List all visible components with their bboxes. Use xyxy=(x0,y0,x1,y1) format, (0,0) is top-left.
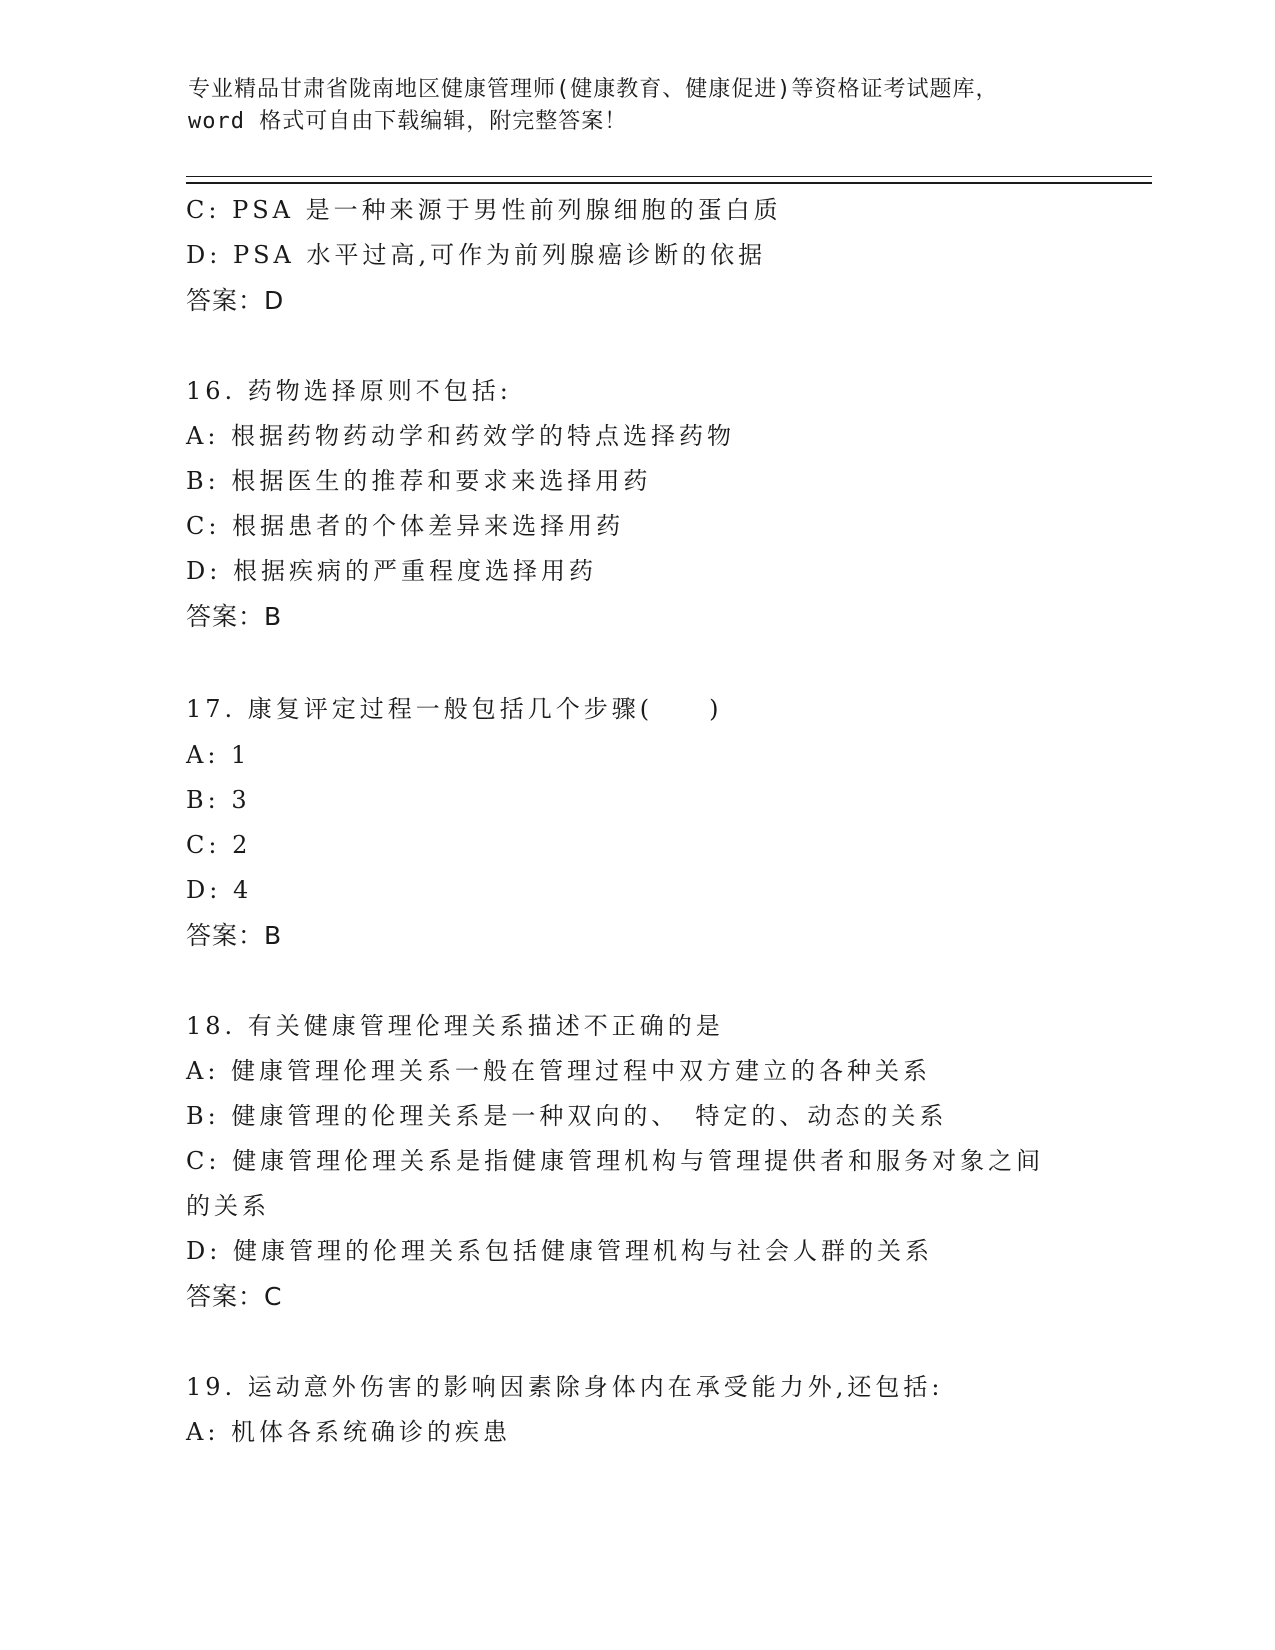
answer-line: 答案：B xyxy=(186,921,283,950)
option-b: B: 健康管理的伦理关系是一种双向的、 特定的、动态的关系 xyxy=(186,1102,948,1130)
option-c: C: 根据患者的个体差异来选择用药 xyxy=(186,512,625,540)
option-c: C: PSA 是一种来源于男性前列腺细胞的蛋白质 xyxy=(186,196,782,224)
spacer xyxy=(186,324,1086,369)
question-15-tail xyxy=(186,188,1086,324)
option-a: A: 机体各系统确诊的疾患 xyxy=(186,1418,512,1446)
answer-line: 答案：C xyxy=(186,1282,283,1311)
answer-line: 答案：D xyxy=(186,286,285,315)
option-d: D: 健康管理的伦理关系包括健康管理机构与社会人群的关系 xyxy=(186,1237,933,1265)
question-stem: 19. 运动意外伤害的影响因素除身体内在承受能力外,还包括: xyxy=(186,1373,944,1401)
question-17 xyxy=(186,685,1086,959)
header-line-2: word 格式可自由下载编辑，附完整答案！ xyxy=(188,109,628,134)
question-stem: 17. 康复评定过程一般包括几个步骤( ) xyxy=(186,695,723,723)
option-c-continued: 的关系 xyxy=(186,1192,270,1220)
option-a: A: 根据药物药动学和药效学的特点选择药物 xyxy=(186,422,736,450)
question-18 xyxy=(186,1004,1086,1320)
question-stem: 16. 药物选择原则不包括: xyxy=(186,377,512,405)
spacer xyxy=(186,1320,1086,1365)
option-d: D: PSA 水平过高,可作为前列腺癌诊断的依据 xyxy=(186,241,767,269)
option-d: D: 4 xyxy=(186,876,253,904)
question-stem: 18. 有关健康管理伦理关系描述不正确的是 xyxy=(186,1012,724,1040)
spacer xyxy=(186,640,1086,685)
answer-line: 答案：B xyxy=(186,602,283,631)
option-a: A: 1 xyxy=(186,741,251,769)
option-b: B: 3 xyxy=(186,786,251,814)
option-b: B: 根据医生的推荐和要求来选择用药 xyxy=(186,467,652,495)
document-header xyxy=(188,74,1088,138)
question-list xyxy=(186,188,1086,1455)
header-line-1: 专业精品甘肃省陇南地区健康管理师(健康教育、健康促进)等资格证考试题库， xyxy=(188,77,999,102)
question-16 xyxy=(186,369,1086,640)
option-c: C: 2 xyxy=(186,831,252,859)
option-c: C: 健康管理伦理关系是指健康管理机构与管理提供者和服务对象之间 xyxy=(186,1147,1045,1175)
question-19 xyxy=(186,1365,1086,1455)
spacer xyxy=(186,959,1086,1004)
option-a: A: 健康管理伦理关系一般在管理过程中双方建立的各种关系 xyxy=(186,1057,932,1085)
header-divider xyxy=(186,176,1152,184)
option-d: D: 根据疾病的严重程度选择用药 xyxy=(186,557,597,585)
